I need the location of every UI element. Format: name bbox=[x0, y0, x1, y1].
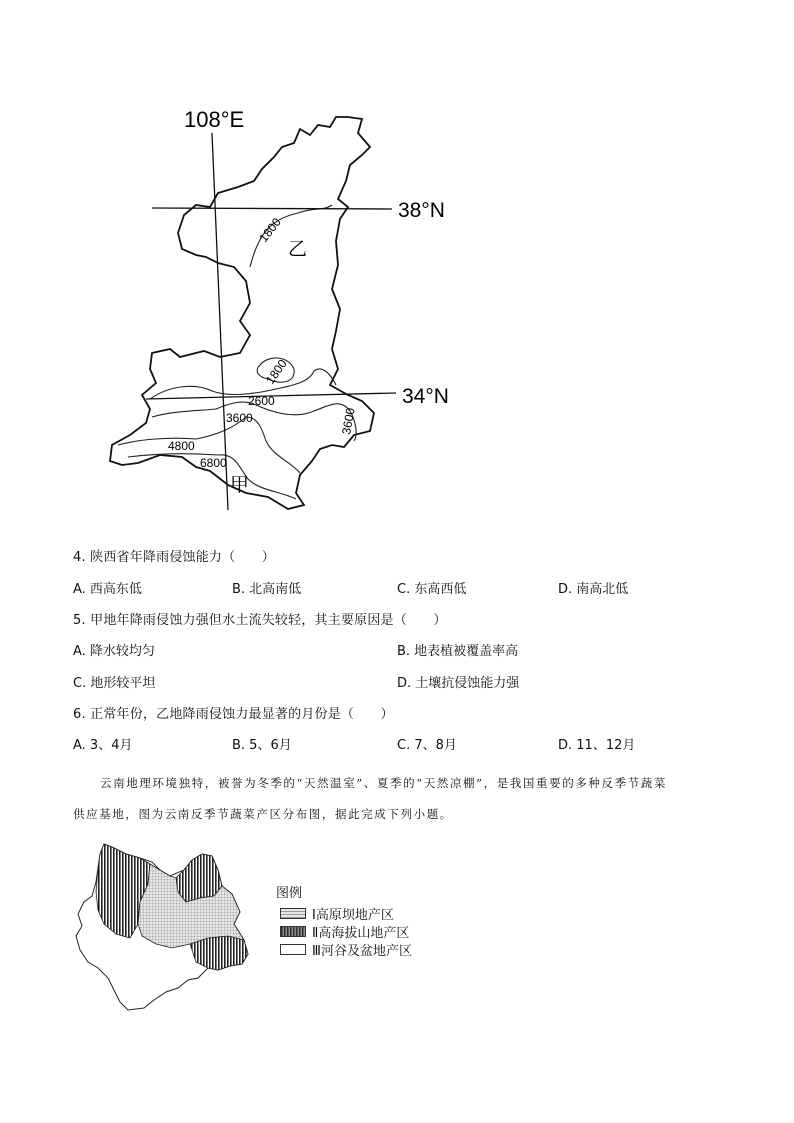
legend-item-mountain bbox=[280, 922, 412, 940]
question-5-stem: 5. 甲地年降雨侵蚀力强但水土流失较轻，其主要原因是（ ） bbox=[73, 613, 447, 628]
q5-option-c[interactable]: C. 地形较平坦 bbox=[73, 676, 156, 691]
q6-option-a[interactable]: A. 3、4月 bbox=[73, 738, 133, 753]
yunnan-vegetable-map bbox=[68, 840, 268, 1020]
place-jia: 甲 bbox=[230, 475, 250, 496]
legend bbox=[280, 904, 412, 958]
q4-option-a[interactable]: A. 西高东低 bbox=[73, 582, 142, 597]
question-4-stem: 4. 陕西省年降雨侵蚀能力（ ） bbox=[73, 550, 275, 565]
legend-title: 图例 bbox=[276, 886, 303, 901]
legend-label: Ⅱ高海拔山地产区 bbox=[312, 925, 410, 941]
question-6-stem: 6. 正常年份，乙地降雨侵蚀力最显著的月份是（ ） bbox=[73, 707, 394, 722]
q5-option-d[interactable]: D. 土壤抗侵蚀能力强 bbox=[397, 676, 520, 691]
isoline-label: 4800 bbox=[168, 439, 195, 453]
shaanxi-outline bbox=[110, 117, 374, 509]
q6-option-c[interactable]: C. 7、8月 bbox=[397, 738, 457, 753]
legend-item-valley bbox=[280, 940, 412, 958]
q6-option-d[interactable]: D. 11、12月 bbox=[558, 738, 636, 753]
lat38-label: 38°N bbox=[398, 199, 445, 222]
latitude-38-line bbox=[152, 208, 392, 209]
lon-label: 108°E bbox=[184, 107, 245, 132]
isoline-label: 2600 bbox=[248, 394, 275, 408]
legend-label: Ⅰ高原坝地产区 bbox=[312, 907, 394, 923]
isoline-label: 3600 bbox=[339, 406, 358, 436]
legend-label: Ⅲ河谷及盆地产区 bbox=[312, 943, 412, 959]
stripe-swatch-icon bbox=[280, 926, 306, 937]
q6-option-b[interactable]: B. 5、6月 bbox=[232, 738, 292, 753]
isoline-label: 1800 bbox=[256, 215, 284, 245]
isoline-label: 3600 bbox=[226, 411, 253, 425]
passage-line-2: 供应基地，图为云南反季节蔬菜产区分布图，据此完成下列小题。 bbox=[73, 807, 453, 821]
longitude-108-line bbox=[212, 133, 228, 510]
legend-item-plateau bbox=[280, 904, 412, 922]
place-yi: 乙 bbox=[288, 239, 308, 260]
lat34-label: 34°N bbox=[402, 385, 449, 408]
isoline-label: 6800 bbox=[200, 456, 227, 470]
q5-option-b[interactable]: B. 地表植被覆盖率高 bbox=[397, 644, 519, 659]
blank-swatch-icon bbox=[280, 944, 306, 955]
q4-option-d[interactable]: D. 南高北低 bbox=[558, 582, 629, 597]
q4-option-b[interactable]: B. 北高南低 bbox=[232, 582, 302, 597]
q4-option-c[interactable]: C. 东高西低 bbox=[397, 582, 467, 597]
q5-option-a[interactable]: A. 降水较均匀 bbox=[73, 644, 155, 659]
grid-swatch-icon bbox=[280, 908, 306, 919]
isoline-label: 1800 bbox=[262, 356, 290, 387]
shaanxi-erosion-map bbox=[100, 95, 480, 520]
passage-line-1: 云南地理环境独特，被誉为冬季的“天然温室”、夏季的“天然凉棚”，是我国重要的多种反季节蔬菜 bbox=[100, 776, 668, 790]
